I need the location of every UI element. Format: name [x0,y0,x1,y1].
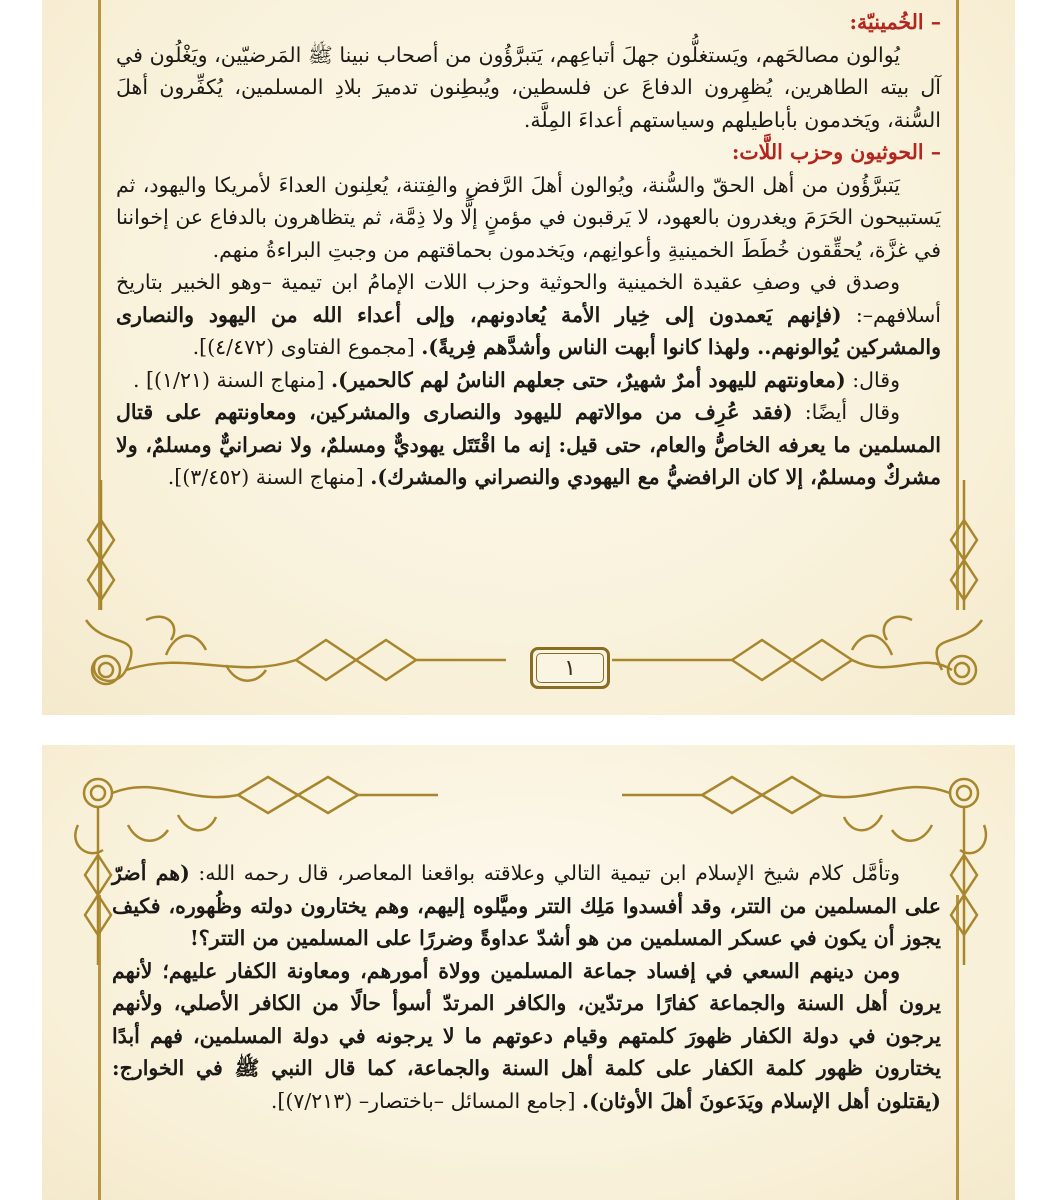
page-number: ١ [564,655,576,681]
quote-intro: وقال أيضًا: [792,400,900,424]
paragraph-houthis: يَتبرَّؤُون من أهل الحقّ والسُّنة، ويُوالون أهلَ الرَّفضِ والفِتنة، يُعلِنون العداءَ لأمريكا واليهود، ثم يَستبيحون الحَرَمَ ويغدرون بالعهود، لا يَرقبون في مؤمنٍ إلًّا ولا ذِمَّة، ثم يتظاهرون بالدفاع عن إخواننا في غزَّة، يُحقِّقون خُطَطَ الخمينيةِ وأعوانِهم، ويَخدمون بحماقتهم من وجبتِ البراءةُ منهم. [116,172,941,262]
paragraph-second-quote [116,364,941,397]
heading-houthis: – الحوثيون وحزب اللَّات: [731,140,941,164]
page-one [42,0,1015,715]
paragraph-third-quote [116,396,941,494]
quote-intro: وقال: [845,367,900,392]
heading-khomeinism: – الخُمينيّة: [849,10,941,34]
page-two-body [112,857,941,1117]
page-one-body [116,6,941,494]
quote-intro: وتأمَّل كلام شيخ الإسلام ابن تيمية التالي وعلاقته بواقعنا المعاصر، قال رحمه الله: [189,861,900,885]
quote-text: (فقد عُرِف من موالاتهم لليهود والنصارى والمشركين، ومعاونتهم على قتال المسلمين ما يعرفه الخاصُّ والعام، حتى قيل: إنه ما اقْتَتَل يهوديٌّ ومسلمٌ، ولا نصرانيٌّ ومسلمٌ، ولا مشركٌ ومسلمٌ، إلا كان الرافضيُّ مع اليهودي والنصراني والمشرك). [116,400,941,489]
paragraph-ibn-taymiyya-quote [116,266,941,364]
paragraph-continuation [112,955,941,1118]
page-number-badge [530,647,610,689]
quote-text: (معاونتهم لليهود أمرٌ شهيرٌ، حتى جعلهم الناسُ لهم كالحمير). [331,367,846,392]
quote-text: (هم أضرّ على المسلمين من التتر، وقد أفسدوا مَلِك التتر وميَّلوه إليهم، وهم يختارون دولته وظُهوره، فكيف يجوز أن يكون في عسكر المسلمين من هو أشدّ عداوةً وضررًا على المسلمين من التتر؟! [112,861,941,950]
bottom-right-ornament-icon [612,480,992,710]
quote-text: (فإنهم يَعمدون إلى خِيار الأمة يُعادونهم، وإلى أعداء الله من اليهود والنصارى والمشركين يُوالونهم.. ولهذا كانوا أبهت الناس وأشدَّهم فِريةً). [116,302,941,359]
bottom-left-ornament-icon [66,480,526,710]
quote-reference: [منهاج السنة (٣/٤٥٢)]. [167,465,371,489]
paragraph-intro-quote [112,857,941,955]
quote-reference: [منهاج السنة (١/٢١)] . [133,367,332,392]
paragraph-khomeinism: يُوالون مصالحَهم، ويَستغلُّون جهلَ أتباعِهم، يَتبرَّؤُون من أصحاب نبينا ﷺ المَرضيّين، ويَغْلُون في آل بيته الطاهرين، يُظهِرون الدفاعَ عن فلسطين، ويُبطِنون تدميرَ بلادِ المسلمين، يُكفِّرون أهلَ السُّنة، ويَخدمون بأباطيلهم وسياستهم أعداءَ المِلَّة. [116,42,941,132]
quote-reference: [مجموع الفتاوى (٤/٤٧٢)]. [192,335,422,359]
quote-intro: وصدق في وصفِ عقيدة الخمينية والحوثية وحزب اللات الإمامُ ابن تيمية –وهو الخبير بتاريخ أسلافهم–: [116,270,942,327]
quote-reference: [جامع المسائل –باختصار– (٧/٢١٣)]. [270,1088,582,1113]
quote-text: ومن دينهم السعي في إفساد جماعة المسلمين وولاة أمورهم، ومعاونة الكفار عليهم؛ لأنهم يرون أهل السنة والجماعة كفارًا مرتدّين، والكافر المرتدّ أسوأ حالًا من الكافر الأصلي، ولأنهم يرجون في دولة الكفار ظهورَ كلمتهم وقيام دعوتهم ما لا يرجونه في دولة المسلمين، فهم أبدًا يختارون ظهور كلمة الكفار على كلمة أهل السنة والجماعة، كما قال النبي ﷺ في الخوارج: (يقتلون أهل الإسلام ويَدَعونَ أهلَ الأوثان). [112,958,941,1113]
page-two [42,745,1015,1200]
